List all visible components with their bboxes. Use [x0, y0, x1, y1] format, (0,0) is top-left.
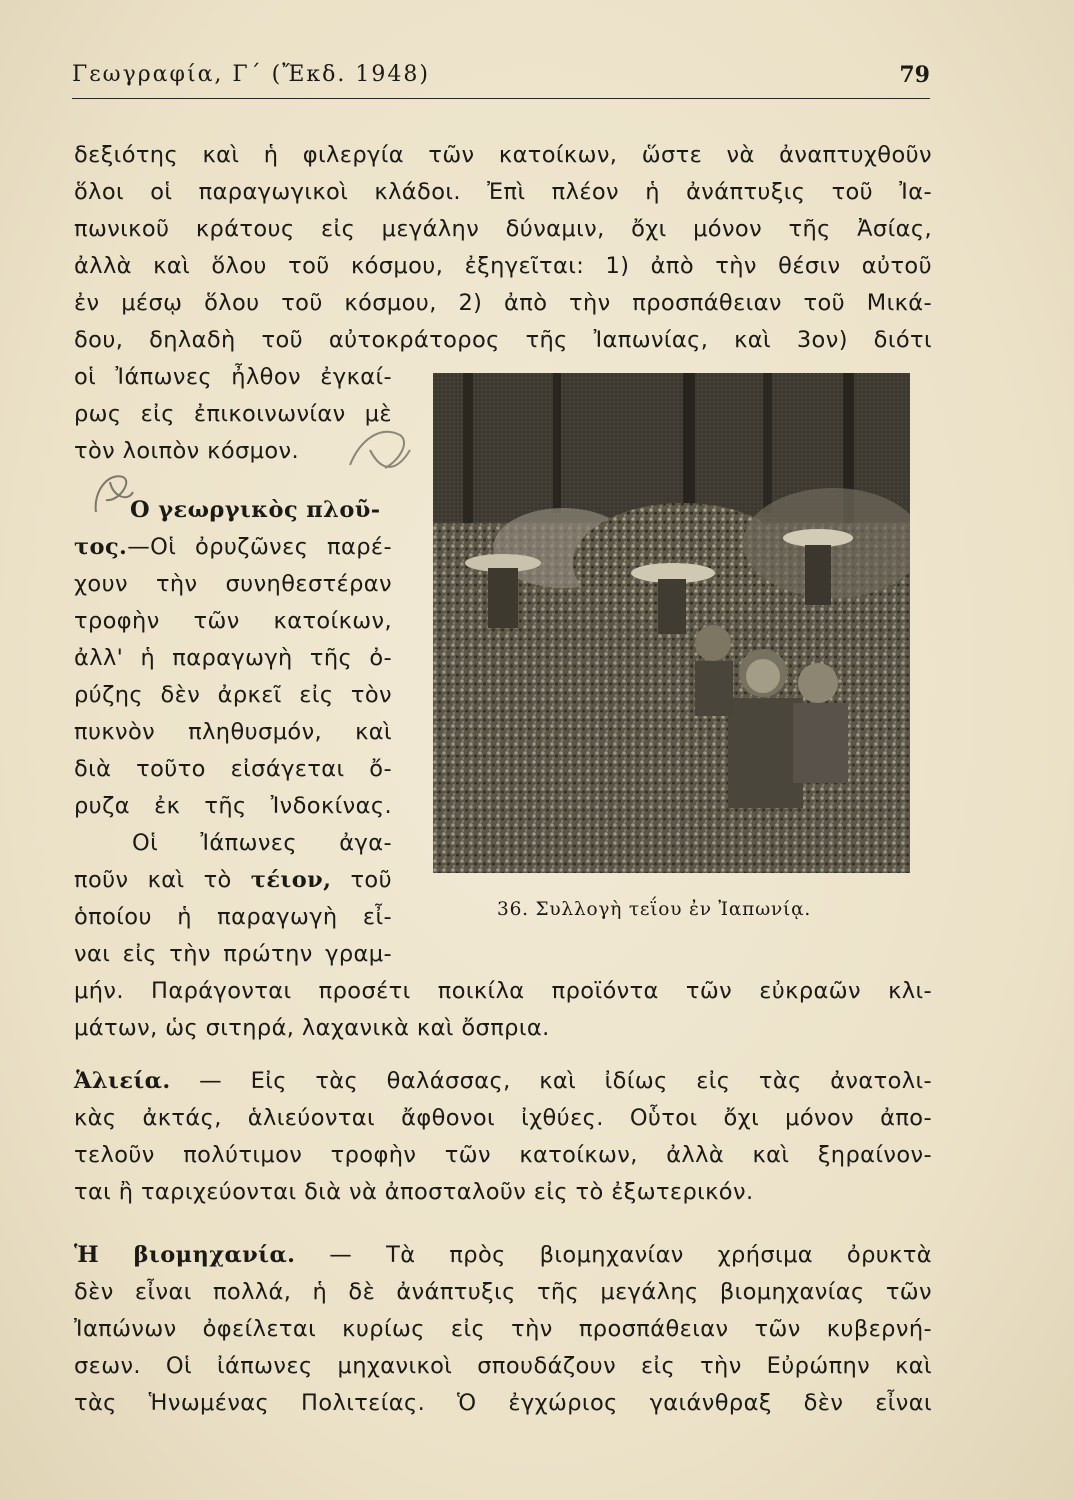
text-line: οἱ Ἰάπωνες ἦλθον ἐγκαί-	[74, 364, 392, 390]
text-line: χουν τὴν συνηθεστέραν	[74, 571, 392, 597]
agri-heading: Ο γεωργικὸς πλοῦ-	[130, 497, 381, 523]
text-line	[74, 529, 392, 566]
text-line: Ἰαπώνων ὀφείλεται κυρίως εἰς τὴν προσπάθειαν τῶν κυβερνή-	[74, 1316, 932, 1342]
text-line: διὰ τοῦτο εἰσάγεται ὄ-	[74, 756, 392, 782]
text-line: κὰς ἀκτάς, ἁλιεύονται ἄφθονοι ἰχθύες. Οὗτοι ὄχι μόνον ἀπο-	[74, 1105, 932, 1131]
text-line: τὰς Ἡνωμένας Πολιτείας. Ὁ ἐγχώριος γαιάνθραξ δὲν εἶναι	[74, 1390, 932, 1416]
text-line: ὅλοι οἱ παραγωγικοὶ κλάδοι. Ἐπὶ πλέον ἡ ἀνάπτυξις τοῦ Ἰα-	[74, 179, 932, 205]
text-line: δὲν εἶναι πολλά, ἡ δὲ ἀνάπτυξις τῆς μεγάλης βιομηχανίας τῶν	[74, 1279, 932, 1305]
text-line: ρύζης δὲν ἀρκεῖ εἰς τὸν	[74, 682, 392, 708]
text-line: πωνικοῦ κράτους εἰς μεγάλην δύναμιν, ὄχι μόνον τῆς Ἀσίας,	[74, 216, 932, 242]
running-head: Γεωγραφία, Γ΄ (Ἔκδ. 1948)	[72, 62, 430, 87]
text-span: — Εἰς τὰς θαλάσσας, καὶ ἰδίως εἰς τὰς ἀνατολι-	[170, 1068, 932, 1094]
text-span: — Τὰ πρὸς βιομηχανίαν χρήσιμα ὀρυκτὰ	[295, 1242, 933, 1268]
text-line	[74, 1237, 932, 1274]
tea-harvest-photo	[433, 373, 910, 873]
text-span: ποῦν καὶ τὸ	[74, 867, 251, 893]
text-line: τὸν λοιπὸν κόσμον.	[74, 438, 300, 464]
agri-line-rest: —Οἱ ὀρυζῶνες παρέ-	[127, 534, 392, 560]
text-line: ἀλλ' ἡ παραγωγὴ τῆς ὀ-	[74, 645, 392, 671]
text-line: τελοῦν πολύτιμον τροφὴν τῶν κατοίκων, ἀλλὰ καὶ ξηραίνον-	[74, 1142, 932, 1168]
text-line: σεων. Οἱ ἰάπωνες μηχανικοὶ σπουδάζουν εἰς τὴν Εὐρώπην καὶ	[74, 1353, 932, 1379]
pencil-annotation	[88, 462, 138, 522]
text-line: τροφὴν τῶν κατοίκων,	[74, 608, 392, 634]
text-line: μήν. Παράγονται προσέτι ποικίλα προϊόντα τῶν εὐκραῶν κλι-	[74, 978, 932, 1004]
text-line: δεξιότης καὶ ἡ φιλεργία τῶν κατοίκων, ὥστε νὰ ἀναπτυχθοῦν	[74, 142, 932, 168]
text-line: ἐν μέσῳ ὅλου τοῦ κόσμου, 2) ἀπὸ τὴν προσπάθειαν τοῦ Μικά-	[74, 290, 932, 316]
text-line: πυκνὸν πληθυσμόν, καὶ	[74, 719, 392, 745]
text-line: ρυζα ἐκ τῆς Ἰνδοκίνας.	[74, 793, 392, 819]
photo-illustration	[433, 373, 910, 873]
text-line: ἀλλὰ καὶ ὅλου τοῦ κόσμου, ἐξηγεῖται: 1) ἀπὸ τὴν θέσιν αὐτοῦ	[74, 253, 932, 279]
text-line: Οἱ Ἰάπωνες ἀγα-	[132, 830, 392, 856]
figure-caption: 36. Συλλογὴ τεΐου ἐν Ἰαπωνίᾳ.	[497, 899, 812, 920]
fishing-heading: Ἁλιεία.	[74, 1068, 171, 1094]
agri-heading-rest: τος.	[74, 534, 128, 560]
text-span: τοῦ	[331, 867, 392, 893]
text-line: ναι εἰς τὴν πρώτην γραμ-	[74, 941, 392, 967]
text-line: μάτων, ὡς σιτηρά, λαχανικὰ καὶ ὄσπρια.	[74, 1015, 550, 1041]
text-line: ὁποίου ἡ παραγωγὴ εἶ-	[74, 904, 392, 930]
text-line	[74, 862, 392, 899]
pencil-annotation	[340, 420, 420, 490]
industry-heading: Ἡ βιομηχανία.	[74, 1242, 296, 1268]
text-line: ρως εἰς ἐπικοινωνίαν μὲ	[74, 401, 392, 427]
page-header	[72, 62, 930, 99]
tea-word: τέιον,	[250, 867, 332, 893]
text-line: ται ἢ ταριχεύονται διὰ νὰ ἀποσταλοῦν εἰς τὸ ἐξωτερικόν.	[74, 1179, 754, 1205]
text-line: δου, δηλαδὴ τοῦ αὐτοκράτορος τῆς Ἰαπωνίας, καὶ 3ον) διότι	[74, 327, 932, 353]
text-line	[74, 1063, 932, 1100]
page-number: 79	[899, 62, 930, 88]
